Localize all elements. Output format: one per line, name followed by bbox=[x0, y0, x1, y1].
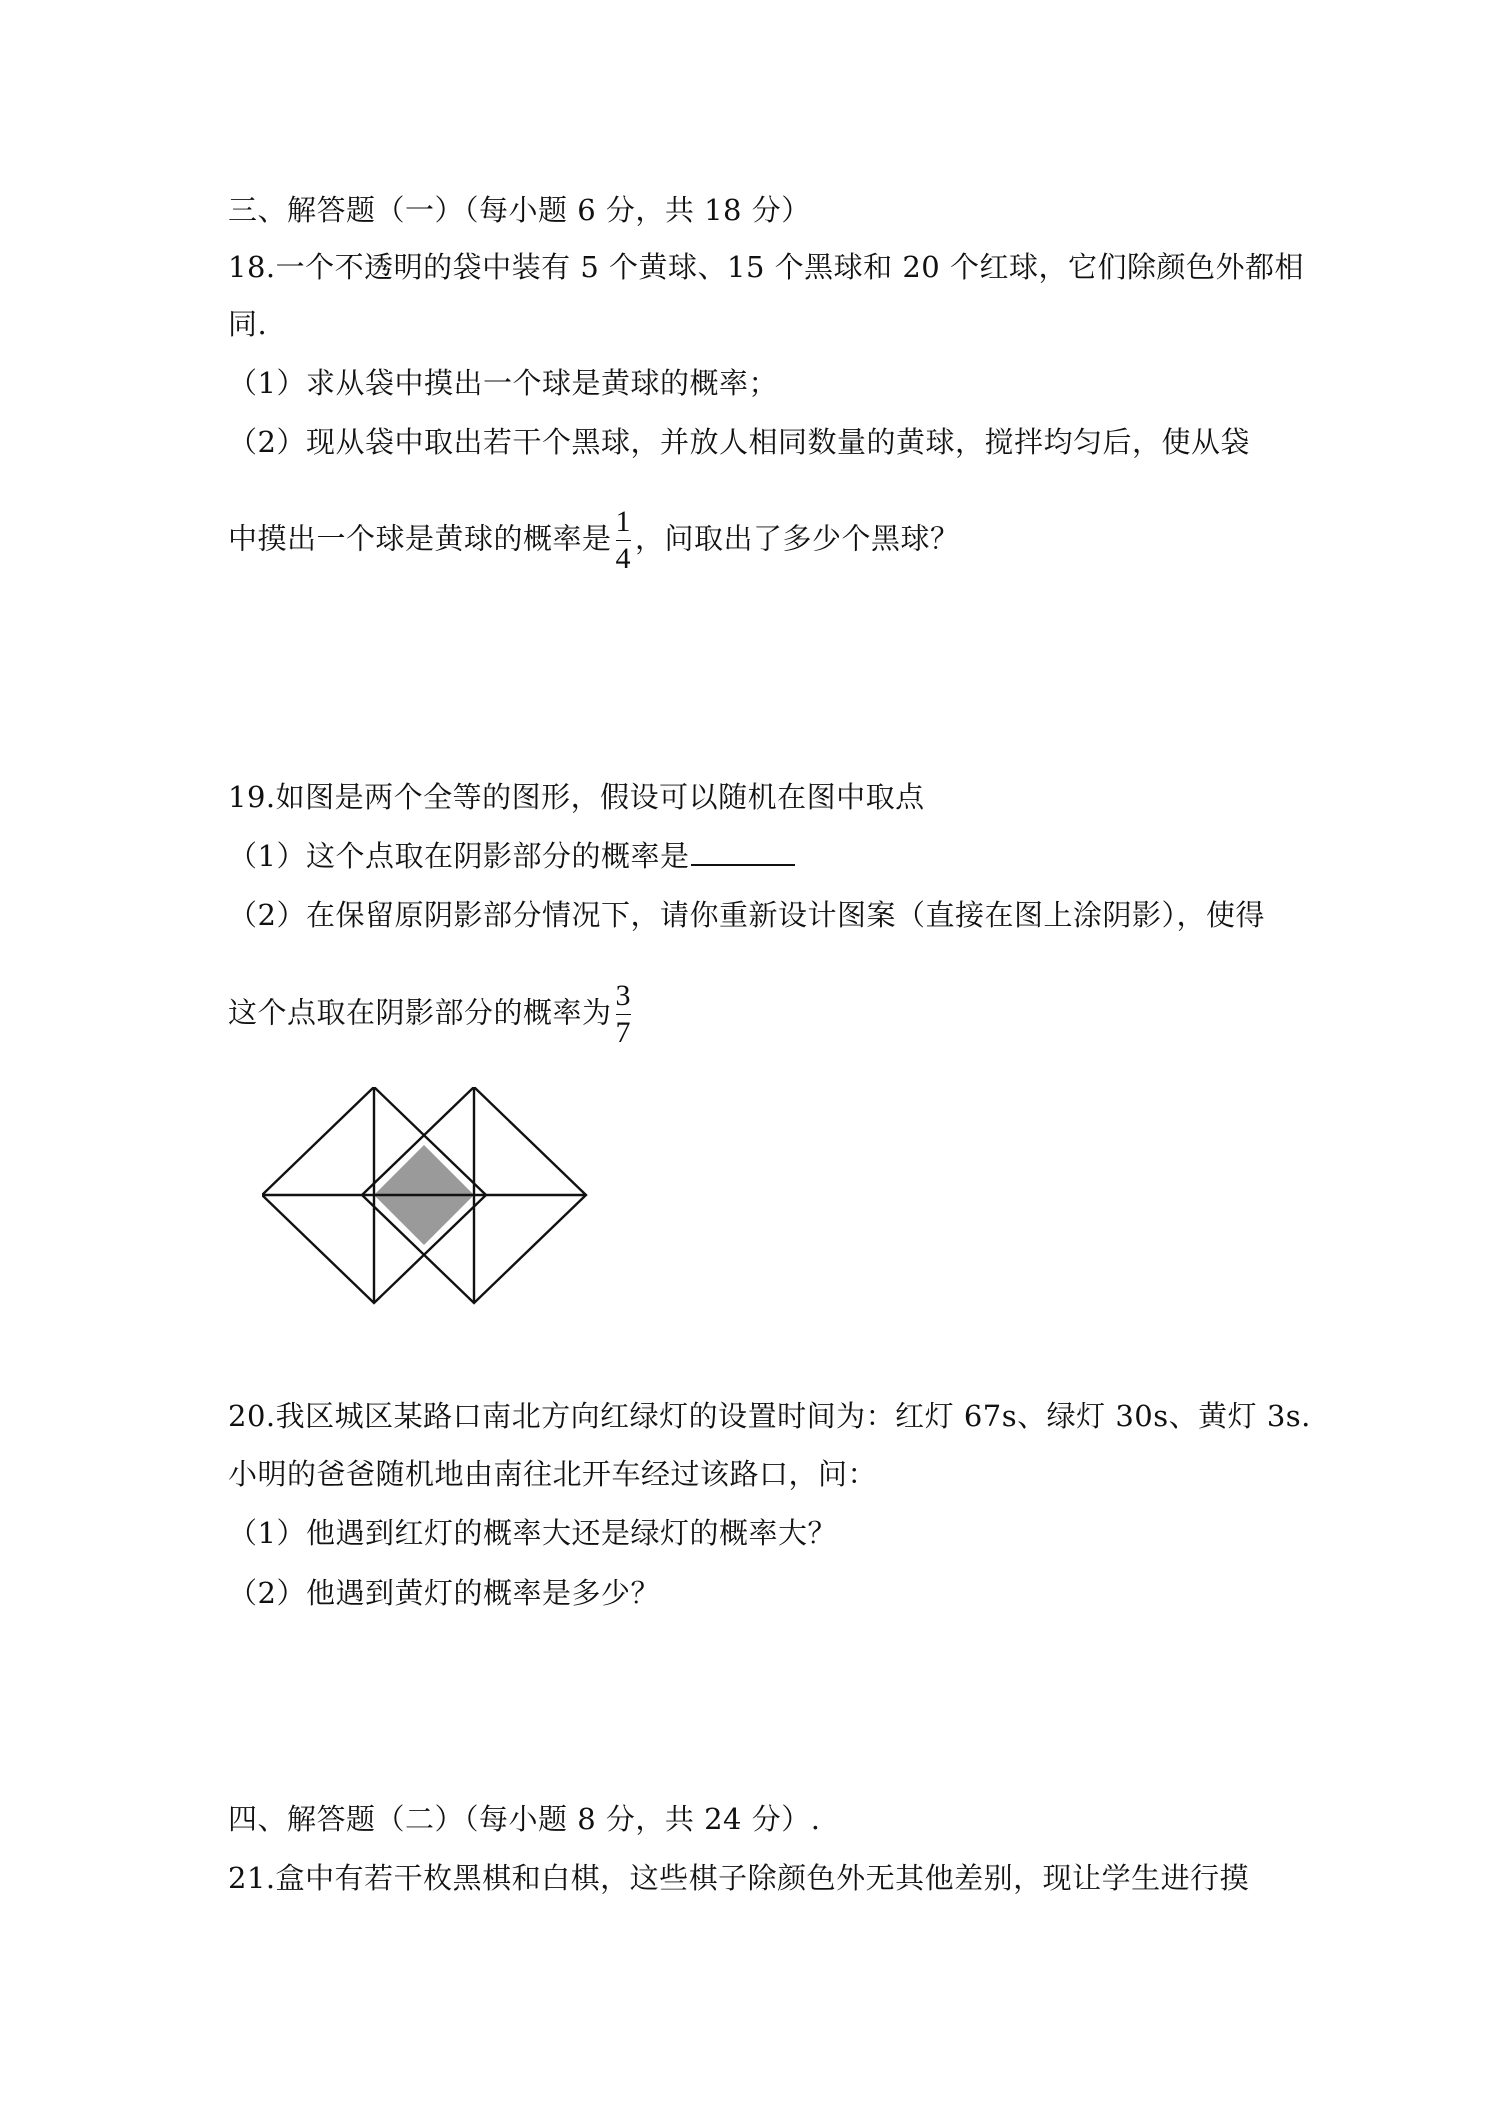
q19-part2-line2 bbox=[228, 980, 635, 1049]
fraction-bar bbox=[616, 1014, 632, 1015]
q19-fraction-numerator: 3 bbox=[615, 979, 632, 1012]
fraction-bar bbox=[616, 540, 632, 541]
q19-part2-line2-text: 这个点取在阴影部分的概率为 bbox=[228, 995, 612, 1030]
q20-part1: （1）他遇到红灯的概率大还是绿灯的概率大？ bbox=[228, 1516, 837, 1550]
q19-part1 bbox=[228, 836, 795, 876]
q18-part2-line2 bbox=[228, 506, 960, 575]
section3-heading: 三、解答题（一）（每小题 6 分，共 18 分） bbox=[228, 193, 811, 227]
q18-part2-line2-after: ，问取出了多少个黑球？ bbox=[635, 521, 960, 556]
q19-stem: 19.如图是两个全等的图形，假设可以随机在图中取点 bbox=[228, 780, 925, 814]
q18-stem-line1: 18.一个不透明的袋中装有 5 个黄球、15 个黑球和 20 个红球，它们除颜色外都相 bbox=[228, 250, 1304, 284]
q19-part1-text: （1）这个点取在阴影部分的概率是 bbox=[228, 839, 690, 873]
q18-fraction-numerator: 1 bbox=[615, 505, 632, 538]
q20-stem-line2: 小明的爸爸随机地由南往北开车经过该路口，问： bbox=[228, 1457, 878, 1491]
q19-fraction-denominator: 7 bbox=[615, 1016, 632, 1049]
q21-stem-line1: 21.盒中有若干枚黑棋和白棋，这些棋子除颜色外无其他差别，现让学生进行摸 bbox=[228, 1861, 1250, 1895]
q18-part2-line2-before: 中摸出一个球是黄球的概率是 bbox=[228, 521, 612, 556]
q18-stem-line2: 同. bbox=[228, 307, 268, 341]
q18-part2-line1: （2）现从袋中取出若干个黑球，并放人相同数量的黄球，搅拌均匀后，使从袋 bbox=[228, 425, 1250, 459]
q19-fraction bbox=[616, 980, 632, 1049]
q19-part2-line1: （2）在保留原阴影部分情况下，请你重新设计图案（直接在图上涂阴影），使得 bbox=[228, 898, 1265, 932]
q18-part1: （1）求从袋中摸出一个球是黄球的概率； bbox=[228, 366, 778, 400]
q20-stem-line1: 20.我区城区某路口南北方向红绿灯的设置时间为：红灯 67s、绿灯 30s、黄灯 3s. bbox=[228, 1399, 1311, 1433]
two-squares-figure bbox=[262, 1087, 602, 1307]
q20-part2: （2）他遇到黄灯的概率是多少？ bbox=[228, 1576, 660, 1610]
section4-heading: 四、解答题（二）（每小题 8 分，共 24 分）. bbox=[228, 1802, 821, 1836]
q18-fraction bbox=[616, 506, 632, 575]
answer-blank bbox=[691, 838, 795, 866]
q18-fraction-denominator: 4 bbox=[615, 542, 632, 575]
